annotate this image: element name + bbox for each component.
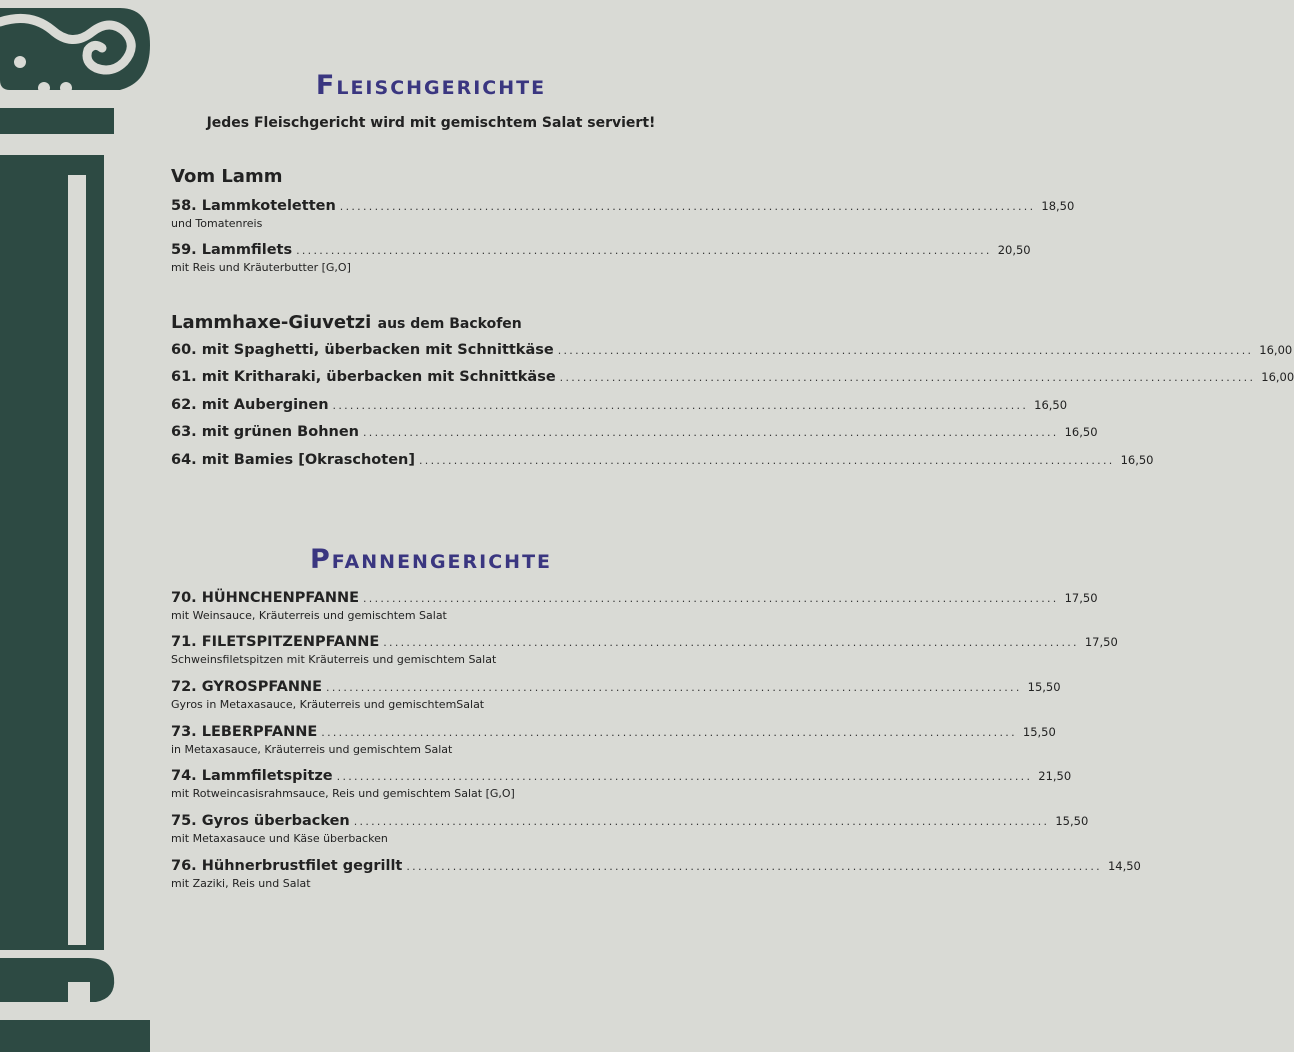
item-name: 60. mit Spaghetti, überbacken mit Schnittkäse bbox=[171, 342, 554, 358]
item-price: 16,50 bbox=[1034, 398, 1068, 412]
item-name: 75. Gyros überbacken bbox=[171, 813, 350, 829]
group-heading-vom-lamm bbox=[171, 166, 282, 187]
leader-dots: ........................................................................................................................ bbox=[296, 244, 992, 257]
group-heading-text: Vom Lamm bbox=[171, 166, 283, 187]
item-name: 64. mit Bamies [Okraschoten] bbox=[171, 452, 415, 468]
item-price: 20,50 bbox=[997, 243, 1031, 257]
item-price: 16,00 bbox=[1259, 343, 1293, 357]
item-description: und Tomatenreis bbox=[171, 217, 263, 230]
leader-dots: ........................................................................................................................ bbox=[336, 770, 1033, 783]
item-price: 16,00 bbox=[1261, 370, 1294, 384]
leader-dots: ........................................................................................................................ bbox=[363, 592, 1059, 605]
item-description: mit Metaxasauce und Käse überbacken bbox=[171, 832, 388, 845]
item-price: 17,50 bbox=[1084, 635, 1118, 649]
item-name: 61. mit Kritharaki, überbacken mit Schnittkäse bbox=[171, 369, 556, 385]
menu-item bbox=[171, 452, 1154, 470]
item-price: 14,50 bbox=[1107, 859, 1141, 873]
section-title-fleischgerichte: Fleischgerichte bbox=[315, 70, 547, 101]
menu-item bbox=[171, 369, 1294, 387]
item-price: 15,50 bbox=[1027, 680, 1061, 694]
item-name: 59. Lammfilets bbox=[171, 242, 293, 258]
menu-item bbox=[171, 242, 1031, 274]
item-name: 58. Lammkoteletten bbox=[171, 198, 336, 214]
leader-dots: ........................................................................................................................ bbox=[383, 636, 1079, 649]
menu-item bbox=[171, 342, 1293, 360]
item-price: 21,50 bbox=[1038, 769, 1072, 783]
item-name: 63. mit grünen Bohnen bbox=[171, 424, 359, 440]
item-name: 70. HÜHNCHENPFANNE bbox=[171, 590, 359, 606]
item-name: 72. GYROSPFANNE bbox=[171, 679, 323, 695]
leader-dots: ........................................................................................................................ bbox=[557, 344, 1254, 357]
item-price: 18,50 bbox=[1041, 199, 1075, 213]
item-price: 15,50 bbox=[1055, 814, 1089, 828]
item-price: 16,50 bbox=[1120, 453, 1154, 467]
item-description: mit Weinsauce, Kräuterreis und gemischtem Salat bbox=[171, 609, 447, 622]
menu-item bbox=[171, 724, 1056, 756]
item-price: 17,50 bbox=[1064, 591, 1098, 605]
greek-column-decoration bbox=[0, 0, 160, 1052]
item-price: 16,50 bbox=[1064, 425, 1098, 439]
item-description: mit Zaziki, Reis und Salat bbox=[171, 877, 311, 890]
item-name: 74. Lammfiletspitze bbox=[171, 768, 333, 784]
item-description: Schweinsfiletspitzen mit Kräuterreis und gemischtem Salat bbox=[171, 653, 497, 666]
group-heading-text: Lammhaxe-Giuvetzi bbox=[171, 312, 372, 333]
leader-dots: ........................................................................................................................ bbox=[559, 371, 1256, 384]
item-name: 73. LEBERPFANNE bbox=[171, 724, 318, 740]
leader-dots: ........................................................................................................................ bbox=[363, 426, 1059, 439]
leader-dots: ........................................................................................................................ bbox=[326, 681, 1022, 694]
leader-dots: ........................................................................................................................ bbox=[353, 815, 1050, 828]
item-description: mit Rotweincasisrahmsauce, Reis und gemischtem Salat [G,O] bbox=[171, 787, 515, 800]
leader-dots: ........................................................................................................................ bbox=[321, 726, 1017, 739]
menu-item bbox=[171, 397, 1068, 415]
section-title-pfannengerichte: Pfannengerichte bbox=[309, 544, 553, 575]
menu-item bbox=[171, 424, 1098, 442]
item-name: 76. Hühnerbrustfilet gegrillt bbox=[171, 858, 403, 874]
group-heading-lammhaxe bbox=[171, 312, 522, 333]
menu-item bbox=[171, 858, 1141, 890]
menu-item bbox=[171, 198, 1075, 230]
menu-item bbox=[171, 634, 1118, 666]
item-description: Gyros in Metaxasauce, Kräuterreis und gemischtemSalat bbox=[171, 698, 485, 711]
leader-dots: ........................................................................................................................ bbox=[418, 454, 1115, 467]
menu-item bbox=[171, 590, 1098, 622]
menu-item bbox=[171, 679, 1061, 711]
item-name: 62. mit Auberginen bbox=[171, 397, 329, 413]
menu-item bbox=[171, 813, 1089, 845]
item-price: 15,50 bbox=[1022, 725, 1056, 739]
item-description: mit Reis und Kräuterbutter [G,O] bbox=[171, 261, 351, 274]
item-name: 71. FILETSPITZENPFANNE bbox=[171, 634, 380, 650]
leader-dots: ........................................................................................................................ bbox=[332, 399, 1029, 412]
group-heading-suffix: aus dem Backofen bbox=[377, 316, 522, 332]
item-description: in Metaxasauce, Kräuterreis und gemischtem Salat bbox=[171, 743, 453, 756]
menu-item bbox=[171, 768, 1072, 800]
leader-dots: ........................................................................................................................ bbox=[339, 200, 1036, 213]
section-subtitle: Jedes Fleischgericht wird mit gemischtem Salat serviert! bbox=[206, 115, 656, 131]
leader-dots: ........................................................................................................................ bbox=[406, 860, 1102, 873]
